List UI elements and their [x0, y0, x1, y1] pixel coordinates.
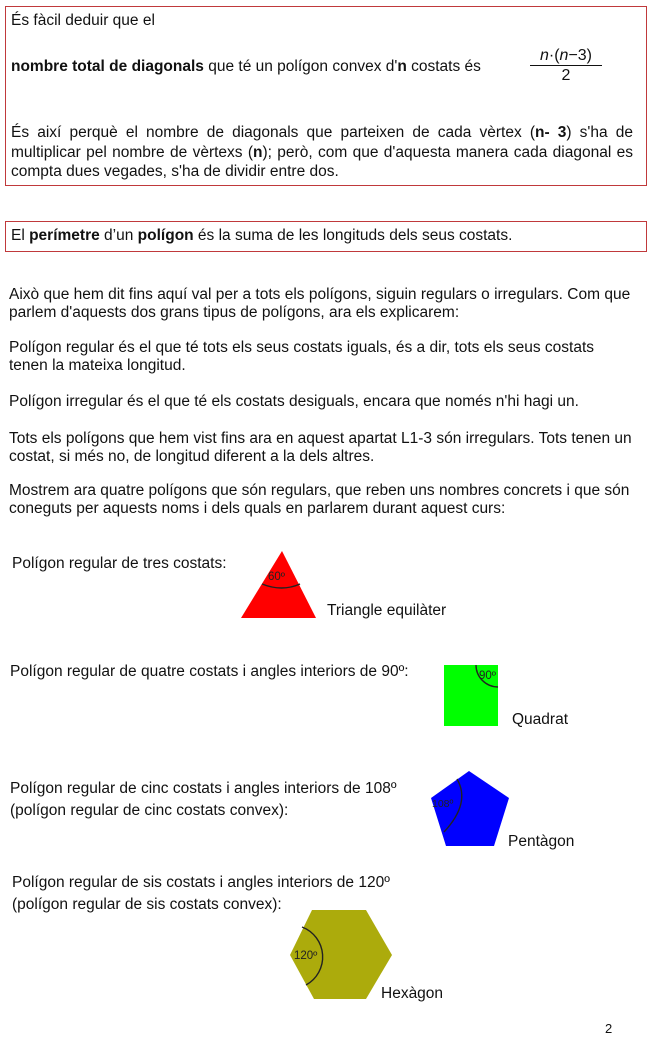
pentagon-angle-label: 108º — [432, 798, 454, 810]
pentagon-description: Polígon regular de cinc costats i angles interiors de 108º — [10, 780, 397, 797]
paragraph-regular-polygon: Polígon regular és el que té tots els seus costats iguals, és a dir, tots els seus costats tenen la mateixa longitud. — [9, 339, 595, 374]
diagonals-intro: És fàcil deduir que el — [11, 12, 155, 29]
formula-dot: ·( — [548, 47, 560, 64]
formula-n2: n — [559, 47, 569, 64]
hexagon-name: Hexàgon — [381, 985, 444, 1002]
diagonals-term: nombre total de diagonals — [11, 58, 204, 75]
explanation-bold1: n- 3 — [535, 124, 567, 141]
page-number: 2 — [605, 1021, 613, 1036]
perimeter-part1: El — [11, 227, 30, 244]
polygon-term: polígon — [137, 227, 194, 244]
triangle-description: Polígon regular de tres costats: — [12, 555, 227, 572]
square-name: Quadrat — [512, 711, 569, 728]
paragraph-previous-polygons: Tots els polígons que hem vist fins ara en aquest apartat L1-3 són irregulars. Tots tenen un costat, si més no, de longitud diferent a la dels altres. — [9, 430, 632, 465]
formula-denominator: 2 — [561, 67, 571, 84]
formula-rest: −3) — [568, 47, 593, 64]
formula-n1: n — [539, 47, 549, 64]
explanation-part3: ); però, com que d'aquesta manera cada diagonal es compta dues vegades, s'ha de dividir entre dos. — [11, 143, 633, 180]
explanation-part2: ) s'ha de multiplicar pel nombre de vèrtexs ( — [11, 124, 633, 161]
hexagon-description-2: (polígon regular de sis costats convex): — [12, 896, 282, 913]
sentence-end: costats és — [406, 58, 481, 75]
pentagon-name: Pentàgon — [508, 833, 575, 850]
triangle-name: Triangle equilàter — [327, 602, 447, 619]
triangle-angle-label: 60º — [268, 571, 285, 583]
explanation-bold2: n — [253, 143, 263, 161]
hexagon-description: Polígon regular de sis costats i angles interiors de 120º — [12, 874, 390, 891]
perimeter-part3: és la suma de les longituds dels seus costats. — [193, 227, 513, 244]
paragraph-four-polygons: Mostrem ara quatre polígons que són regulars, que reben uns nombres concrets i que són coneguts per aquests noms i dels quals en parlarem durant aquest curs: — [9, 482, 630, 517]
pentagon-description-2: (polígon regular de cinc costats convex): — [10, 802, 289, 819]
n-variable: n — [397, 58, 407, 75]
explanation-part1: És així perquè el nombre de diagonals que parteixen de cada vèrtex ( — [11, 124, 536, 141]
square-angle-label: 90º — [479, 670, 496, 682]
perimeter-term: perímetre — [29, 227, 100, 244]
triangle-shape — [241, 551, 316, 618]
paragraph-intro: Això que hem dit fins aquí val per a tots els polígons, siguin regulars o irregulars. Com que parlem d'aquests dos grans tipus de polígons, ara els explicarem: — [9, 286, 631, 321]
hexagon-angle-label: 120º — [294, 950, 318, 962]
perimeter-part2: d’un — [99, 227, 138, 244]
paragraph-irregular-polygon: Polígon irregular és el que té els costats desiguals, encara que només n'hi hagi un. — [9, 393, 579, 410]
square-description: Polígon regular de quatre costats i angles interiors de 90º: — [10, 663, 409, 680]
sentence-middle: que té un polígon convex d' — [203, 58, 398, 75]
